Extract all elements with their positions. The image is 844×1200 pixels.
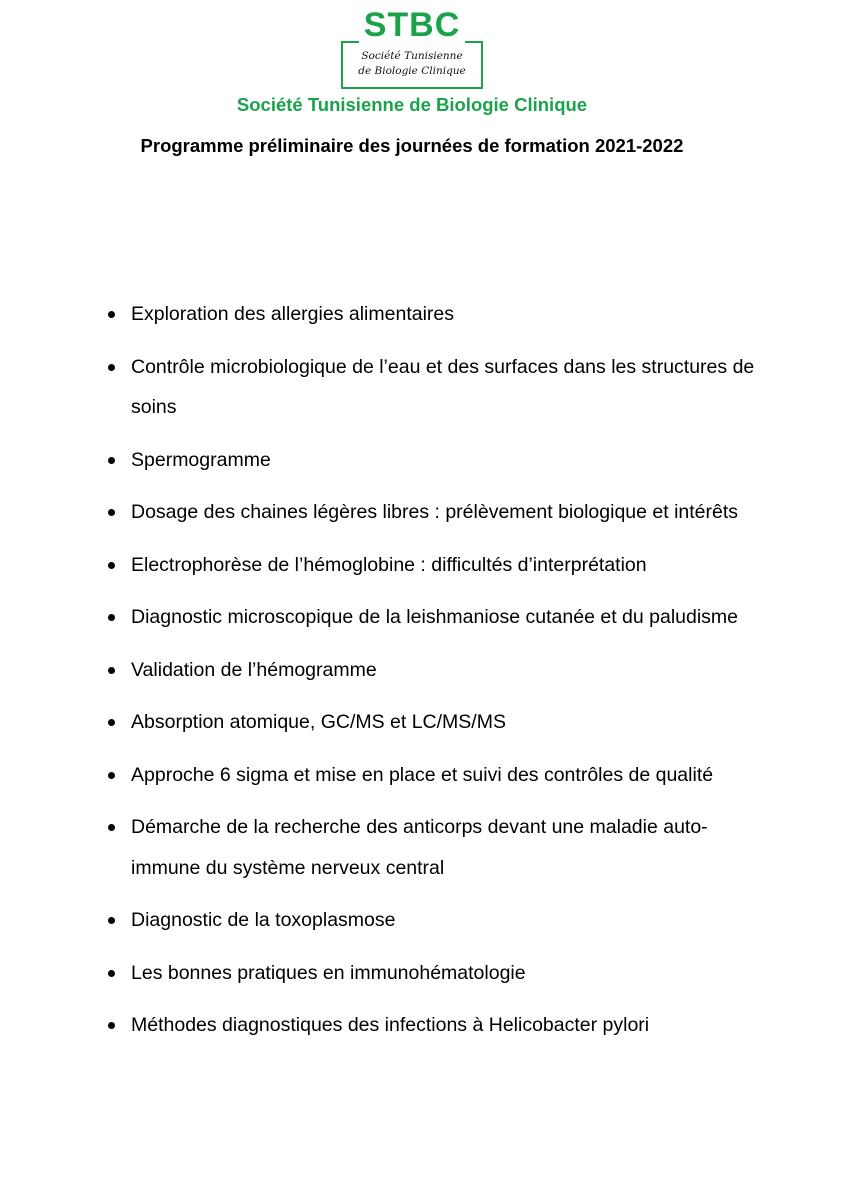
bullet-icon: [108, 562, 115, 569]
topic-item: [104, 440, 764, 481]
topic-item: [104, 702, 764, 743]
topic-item: [104, 347, 764, 428]
bullet-icon: [108, 667, 115, 674]
topic-item: [104, 294, 764, 335]
topic-text: Absorption atomique, GC/MS et LC/MS/MS: [131, 711, 506, 733]
topic-text: Méthodes diagnostiques des infections à Helicobacter pylori: [131, 1014, 650, 1036]
topic-text: Démarche de la recherche des anticorps devant une maladie auto-immune du système nerveux central: [131, 816, 708, 879]
topic-text: Validation de l’hémogramme: [131, 658, 377, 681]
topic-item: [104, 1005, 764, 1046]
bullet-icon: [108, 509, 115, 516]
topic-text: Diagnostic de la toxoplasmose: [131, 909, 396, 931]
bullet-icon: [108, 970, 115, 977]
bullet-icon: [108, 457, 115, 464]
bullet-icon: [108, 772, 115, 779]
logo-line-2: de Biologie Clinique: [358, 65, 466, 77]
topic-list: [104, 294, 764, 1046]
bullet-icon: [108, 614, 115, 621]
topic-text: Dosage des chaines légères libres : prélèvement biologique et intérêts: [131, 501, 739, 523]
topic-item: [104, 597, 764, 638]
topic-text: Approche 6 sigma et mise en place et suivi des contrôles de qualité: [131, 763, 714, 786]
topic-text: Diagnostic microscopique de la leishmaniose cutanée et du paludisme: [131, 606, 739, 628]
topic-item: [104, 953, 764, 994]
bullet-icon: [108, 917, 115, 924]
topic-item: [104, 545, 764, 586]
bullet-icon: [108, 1022, 115, 1029]
topic-text: Les bonnes pratiques en immunohématologie: [131, 961, 526, 984]
organization-name: Société Tunisienne de Biologie Clinique: [236, 94, 588, 115]
topic-text: Spermogramme: [131, 448, 271, 471]
logo-frame: [341, 41, 483, 89]
topic-text: Electrophorèse de l’hémoglobine : difficultés d’interprétation: [131, 553, 647, 576]
topic-text: Contrôle microbiologique de l’eau et des surfaces dans les structures de soins: [131, 355, 755, 418]
logo-acronym: STBC: [363, 6, 461, 44]
bullet-icon: [108, 311, 115, 318]
stbc-logo: [341, 8, 483, 84]
logo-line-1: Société Tunisienne: [361, 50, 463, 62]
topic-item: [104, 755, 764, 796]
topic-text: Exploration des allergies alimentaires: [131, 303, 454, 325]
topic-item: [104, 650, 764, 691]
bullet-icon: [108, 824, 115, 831]
topic-item: [104, 492, 764, 533]
bullet-icon: [108, 364, 115, 371]
topic-item: [104, 900, 764, 941]
page-title: Programme préliminaire des journées de formation 2021-2022: [140, 135, 684, 156]
bullet-icon: [108, 719, 115, 726]
topic-item: [104, 807, 764, 888]
